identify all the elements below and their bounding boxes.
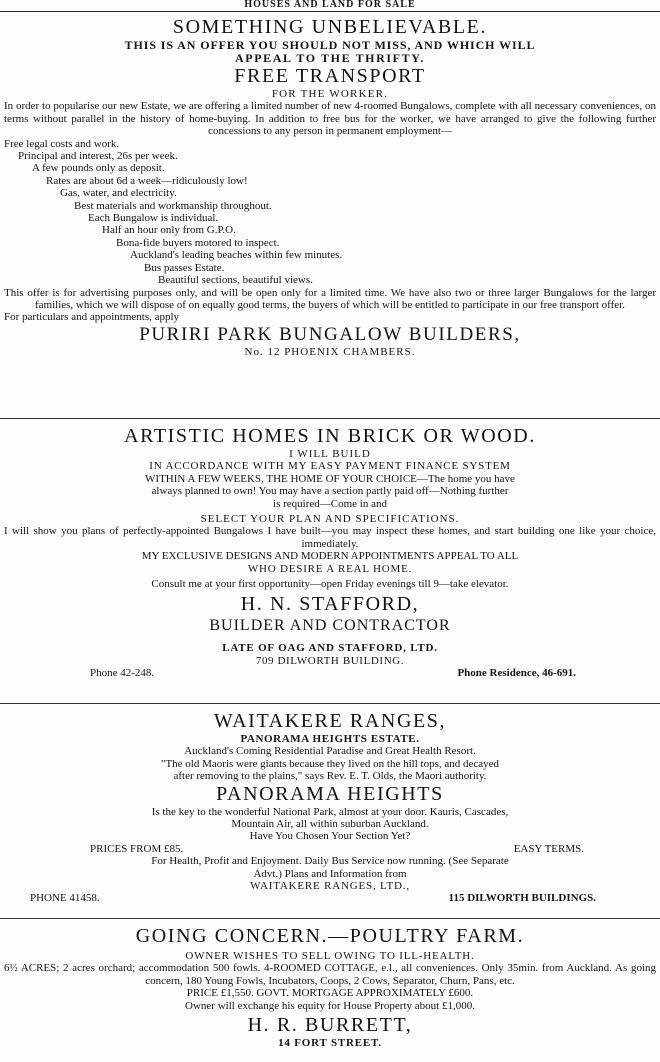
ad2-phone: Phone 42-248. (90, 667, 155, 680)
ad3-address: 115 DILWORTH BUILDINGS. (448, 892, 596, 905)
ad-puriri-park (0, 16, 660, 418)
ad3-health-1: For Health, Profit and Enjoyment. Daily Bus Service now running. (See Separate (151, 855, 509, 868)
ad2-role: BUILDER AND CONTRACTOR (209, 617, 451, 635)
ad3-quote-1: "The old Maoris were giants because they lived on the hill tops, and decayed (160, 757, 500, 770)
ad4-owner: OWNER WISHES TO SELL OWING TO ILL-HEALTH. (185, 950, 475, 962)
ad2-exclusive-2: WHO DESIRE A REAL HOME. (247, 562, 413, 575)
concession-item: Gas, water, and electricity. (60, 187, 177, 200)
ad3-key-1: Is the key to the wonderful National Park, almost at your door. Kauris, Cascades, (151, 805, 509, 818)
ad2-name: H. N. STAFFORD, (240, 593, 420, 616)
ad4-exchange: Owner will exchange his equity for House Property about £1,000. (185, 999, 475, 1012)
concession-item: Bona-fide buyers motored to inspect. (116, 236, 280, 249)
ad2-exclusive-1: MY EXCLUSIVE DESIGNS AND MODERN APPOINTMENTS APPEAL TO ALL (141, 550, 519, 563)
ad2-line-2: WITHIN A FEW WEEKS, THE HOME OF YOUR CHOICE—The home you have (145, 472, 515, 485)
ad4-name: H. R. BURRETT, (247, 1014, 413, 1037)
ad1-title: FREE TRANSPORT (234, 65, 426, 87)
ad3-health-2: Advt.) Plans and Information from (253, 867, 407, 880)
ad4-address: 14 FORT STREET. (278, 1037, 382, 1050)
ad3-estate: PANORAMA HEIGHTS ESTATE. (240, 733, 420, 745)
ad2-select: SELECT YOUR PLAN AND SPECIFICATIONS. (200, 513, 460, 526)
ad4-body: 6½ ACRES; 2 acres orchard; accommodation 500 fowls. 4-ROOMED COTTAGE, e.l., all conveniences. Only 35min. from Auckland. As going concern, 180 Young Fowls, Incubators, Coops, 2 Cows, Separator, Churn, Pans, etc. (4, 962, 656, 987)
ad2-body: I will show you plans of perfectly-appointed Bungalows I have built—you may inspect these homes, and start building one like your choice, immediately. (4, 525, 656, 550)
ad3-tagline: Auckland's Coming Residential Paradise and Great Health Resort. (184, 745, 476, 758)
ad2-late-of: LATE OF OAG AND STAFFORD, LTD. (222, 642, 438, 655)
divider (0, 918, 660, 919)
concession-item: Rates are about 6d a week—ridiculously low! (46, 174, 248, 187)
concession-item: Best materials and workmanship throughout. (74, 199, 272, 212)
ad2-phone-row (4, 667, 656, 679)
concession-item: Auckland's leading beaches within few minutes. (130, 249, 343, 262)
ad2-line-1: IN ACCORDANCE WITH MY EASY PAYMENT FINANCE SYSTEM (149, 460, 511, 473)
ad3-company: WAITAKERE RANGES, LTD., (250, 880, 410, 893)
ad3-quote-2: after removing to the plains," says Rev. E. T. Olds, the Maori authority. (173, 770, 487, 783)
concession-item: A few pounds only as deposit. (32, 162, 165, 175)
ad2-line-4: is required—Come in and (273, 497, 387, 510)
ad3-terms: EASY TERMS. (513, 842, 584, 855)
ad1-address: No. 12 PHOENIX CHAMBERS. (244, 345, 416, 358)
ad2-phone-residence: Phone Residence, 46-691. (457, 667, 576, 680)
ad3-contact-row (4, 892, 656, 904)
concession-item: Half an hour only from G.P.O. (102, 224, 236, 237)
ad1-intro: In order to popularise our new Estate, we are offering a limited number of new 4-roomed Bungalows, complete with all necessary conveniences, on terms without parallel in the history of home-buying. In addition to free bus for the worker, we have arranged to give the following further concessions to any person in permanent employment— (4, 100, 656, 138)
ad-stafford (0, 425, 660, 703)
ad4-price: PRICE £1,550. GOVT. MORTGAGE APPROXIMATELY £600. (186, 987, 474, 1000)
ad2-headline: ARTISTIC HOMES IN BRICK OR WOOD. (124, 425, 536, 447)
ad-waitakere (0, 710, 660, 918)
ad3-headline: WAITAKERE RANGES, (213, 710, 447, 732)
ad2-consult: Consult me at your first opportunity—open Friday evenings till 9—take elevator. (151, 578, 509, 591)
ad3-phone: PHONE 41458. (30, 892, 100, 905)
ad1-company: PURIRI PARK BUNGALOW BUILDERS, (139, 323, 521, 345)
ad2-will-build: I WILL BUILD (289, 448, 371, 460)
concession-item: Beautiful sections, beautiful views. (158, 274, 313, 287)
ad4-headline: GOING CONCERN.—POULTRY FARM. (135, 925, 525, 947)
concession-item: Free legal costs and work. (4, 137, 120, 150)
ad3-prices: PRICES FROM £85. (90, 842, 184, 855)
concession-item: Each Bungalow is individual. (88, 212, 219, 225)
ad1-concessions (4, 138, 656, 287)
ad1-for-worker: FOR THE WORKER. (271, 88, 389, 100)
ad2-address: 709 DILWORTH BUILDING. (255, 654, 405, 667)
divider (0, 418, 660, 419)
ad3-price-row (4, 843, 656, 855)
ad3-title: PANORAMA HEIGHTS (216, 782, 444, 805)
ad1-subheadline-2: APPEAL TO THE THRIFTY. (235, 52, 425, 65)
ad3-chosen: Have You Chosen Your Section Yet? (249, 830, 411, 843)
ad1-subheadline-1: THIS IS AN OFFER YOU SHOULD NOT MISS, AND WHICH WILL (124, 39, 536, 52)
ad2-line-3: always planned to own! You may have a section partly paid off—Nothing further (151, 485, 509, 498)
ad1-apply: For particulars and appointments, apply (4, 311, 180, 324)
concession-item: Bus passes Estate. (144, 261, 225, 274)
concession-item: Principal and interest, 26s per week. (18, 150, 178, 163)
ad3-key-2: Mountain Air, all within suburban Auckland. (231, 818, 429, 831)
ad-poultry-farm (0, 925, 660, 1062)
ad1-closing: This offer is for advertising purposes only, and will be open only for a limited time. We have also two or three larger Bungalows for the larger families, which we will dispose of on equally good terms, the buyers of which will be entitled to participate in our free transport offer. (4, 286, 656, 311)
section-header: HOUSES AND LAND FOR SALE (0, 0, 660, 12)
divider (0, 703, 660, 704)
ad1-headline: SOMETHING UNBELIEVABLE. (172, 16, 488, 38)
